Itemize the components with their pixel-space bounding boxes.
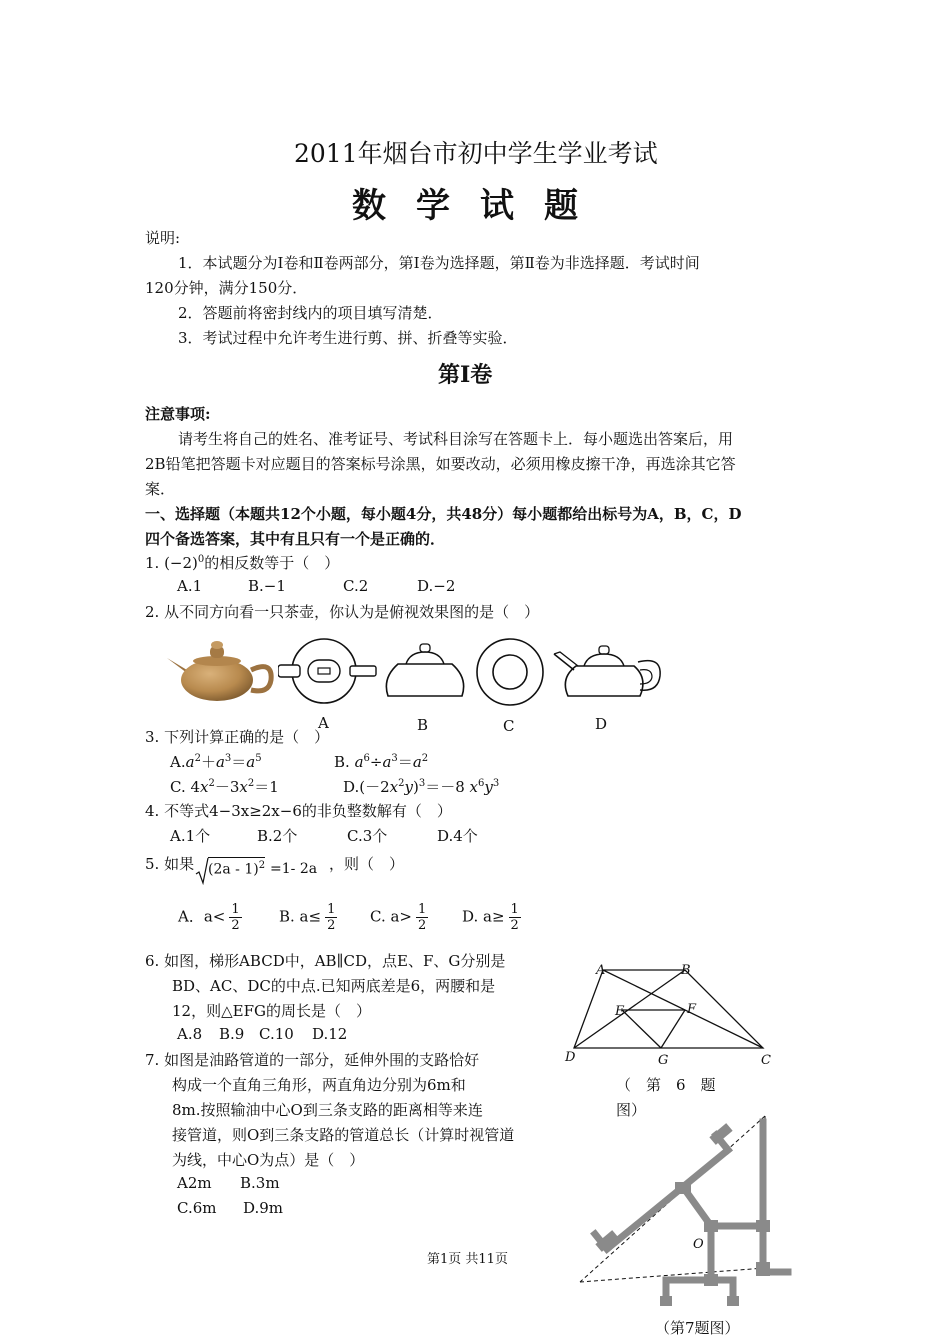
notice-label: 注意事项: [145,405,211,423]
main-title: 数学试题 [352,186,608,226]
q6-line-1: 6. 如图，梯形ABCD中，AB∥CD，点E、F、G分别是 [145,952,506,970]
q6-line-2: BD、AC、DC的中点.已知两底差是6，两腰和是 [172,977,496,995]
section-title: 第Ⅰ卷 [438,362,493,388]
part-heading-2: 四个备选答案，其中有且只有一个是正确的． [145,530,446,548]
page-number: 第1页 共11页 [427,1252,508,1267]
q6-fig-caption-cont: 图） [616,1101,647,1119]
exam-title: 2011年烟台市初中学生学业考试 [294,139,658,168]
q1-option-a: A.1 [177,577,203,595]
trapezoid-figure [560,960,780,1070]
q7-option-d: D.9m [243,1199,284,1217]
q6-fig-caption: （ 第 6 题 [616,1076,716,1094]
label-a: A [596,963,606,978]
q2-stem: 2. 从不同方向看一只茶壶，你认为是俯视效果图的是（ ） [145,603,540,621]
q6-line-3: 12，则△EFG的周长是（ ） [172,1002,371,1020]
q4-option-a: A.1个 [170,827,211,845]
label-e: E [615,1004,625,1019]
q4-option-b: B.2个 [257,827,298,845]
q2-figure-b [382,640,468,702]
label-c: C [761,1053,771,1068]
q5-option-d: D. a≥ $\frac{1}{2}$ [462,902,519,933]
q7-fig-caption: （第7题图） [655,1319,740,1337]
q6-option-a: A.8 [177,1025,203,1043]
q1-option-b: B.−1 [248,577,286,595]
q5-option-b: B. a≤ $\frac{1}{2}$ [279,902,336,933]
q5-option-c: C. a> $\frac{1}{2}$ [370,902,427,933]
q2-label-a: A [318,714,329,732]
q4-stem: 4. 不等式4−3x≥2x−6的非负整数解有（ ） [145,802,452,820]
label-f: F [687,1002,697,1017]
q3-option-a: $A.a^2+a^3=a^5$ [170,753,262,771]
teapot-photo [165,636,277,704]
notice-line-1: 请考生将自己的姓名、准考证号、考试科目涂写在答题卡上．每小题选出答案后，用 [178,430,734,448]
instruction-1: 1．本试题分为Ⅰ卷和Ⅱ卷两部分，第Ⅰ卷为选择题，第Ⅱ卷为非选择题．考试时间 [178,254,700,272]
q7-line-2: 构成一个直角三角形，两直角边分别为6m和 [172,1076,466,1094]
label-d: D [565,1050,576,1065]
q3-option-b: B. $a^6\div a^3=a^2$ [334,753,429,771]
q2-label-d: D [595,715,608,733]
q2-label-c: C [503,717,515,735]
q1-option-c: C.2 [343,577,369,595]
q6-option-d: D.12 [312,1025,348,1043]
q2-label-b: B [417,716,429,734]
q7-line-1: 7. 如图是油路管道的一部分，延伸外围的支路恰好 [145,1051,480,1069]
notice-line-3: 案． [145,480,176,498]
q3-stem: 3. 下列计算正确的是（ ） [145,728,330,746]
q4-option-d: D.4个 [437,827,478,845]
instruction-1-cont: 120分钟，满分150分． [145,279,308,297]
q5-stem-pre: 5. 如果 [145,855,195,873]
q5-stem-post: ，则（ ） [329,855,405,873]
part-heading-1: 一、选择题（本题共12个小题，每小题4分，共48分）每小题都给出标号为A，B，C，D [145,505,742,523]
q1-option-d: D.−2 [417,577,456,595]
q6-option-b: B.9 [219,1025,245,1043]
q7-line-4: 接管道，则O到三条支路的管道总长（计算时视管道 [172,1126,515,1144]
q4-option-c: C.3个 [347,827,388,845]
instruction-3: 3．考试过程中允许考生进行剪、拼、折叠等实验． [178,329,518,347]
q6-option-c: C.10 [259,1025,294,1043]
q2-figure-d [552,640,664,702]
label-b: B [681,963,691,978]
q7-line-3: 8m.按照输油中心O到三条支路的距离相等来连 [172,1101,483,1119]
q5-option-a: A．a< $\frac{1}{2}$ [178,902,240,933]
q3-option-d: $D.(-2x^2y)^3=-8$ $x^6y^3$ [343,778,500,796]
q2-figure-c [474,636,546,708]
q7-option-b: B.3m [240,1174,280,1192]
q7-option-a: A2m [177,1174,212,1192]
q5-rhs: =1- 2a [270,861,318,877]
q5-radicand: (2a - 1)$^2$ [208,857,265,878]
label-g: G [658,1053,669,1068]
instruction-2: 2．答题前将密封线内的项目填写清楚． [178,304,443,322]
q1-stem: 1. $(-2)^0$的相反数等于（ ） [145,554,340,572]
radical-sign [195,857,209,885]
q7-option-c: C.6m [177,1199,217,1217]
notice-line-2: 2B铅笔把答题卡对应题目的答案标号涂黑，如要改动，必须用橡皮擦干净，再选涂其它答 [145,455,736,473]
q3-option-c: C. $4x^2-3x^2=1$ [170,778,279,796]
pipeline-figure [570,1112,800,1312]
instructions-label: 说明: [145,229,181,247]
q2-figure-a [278,636,378,708]
label-o: O [693,1237,704,1252]
q7-line-5: 为线，中心O为点）是（ ） [172,1151,365,1169]
